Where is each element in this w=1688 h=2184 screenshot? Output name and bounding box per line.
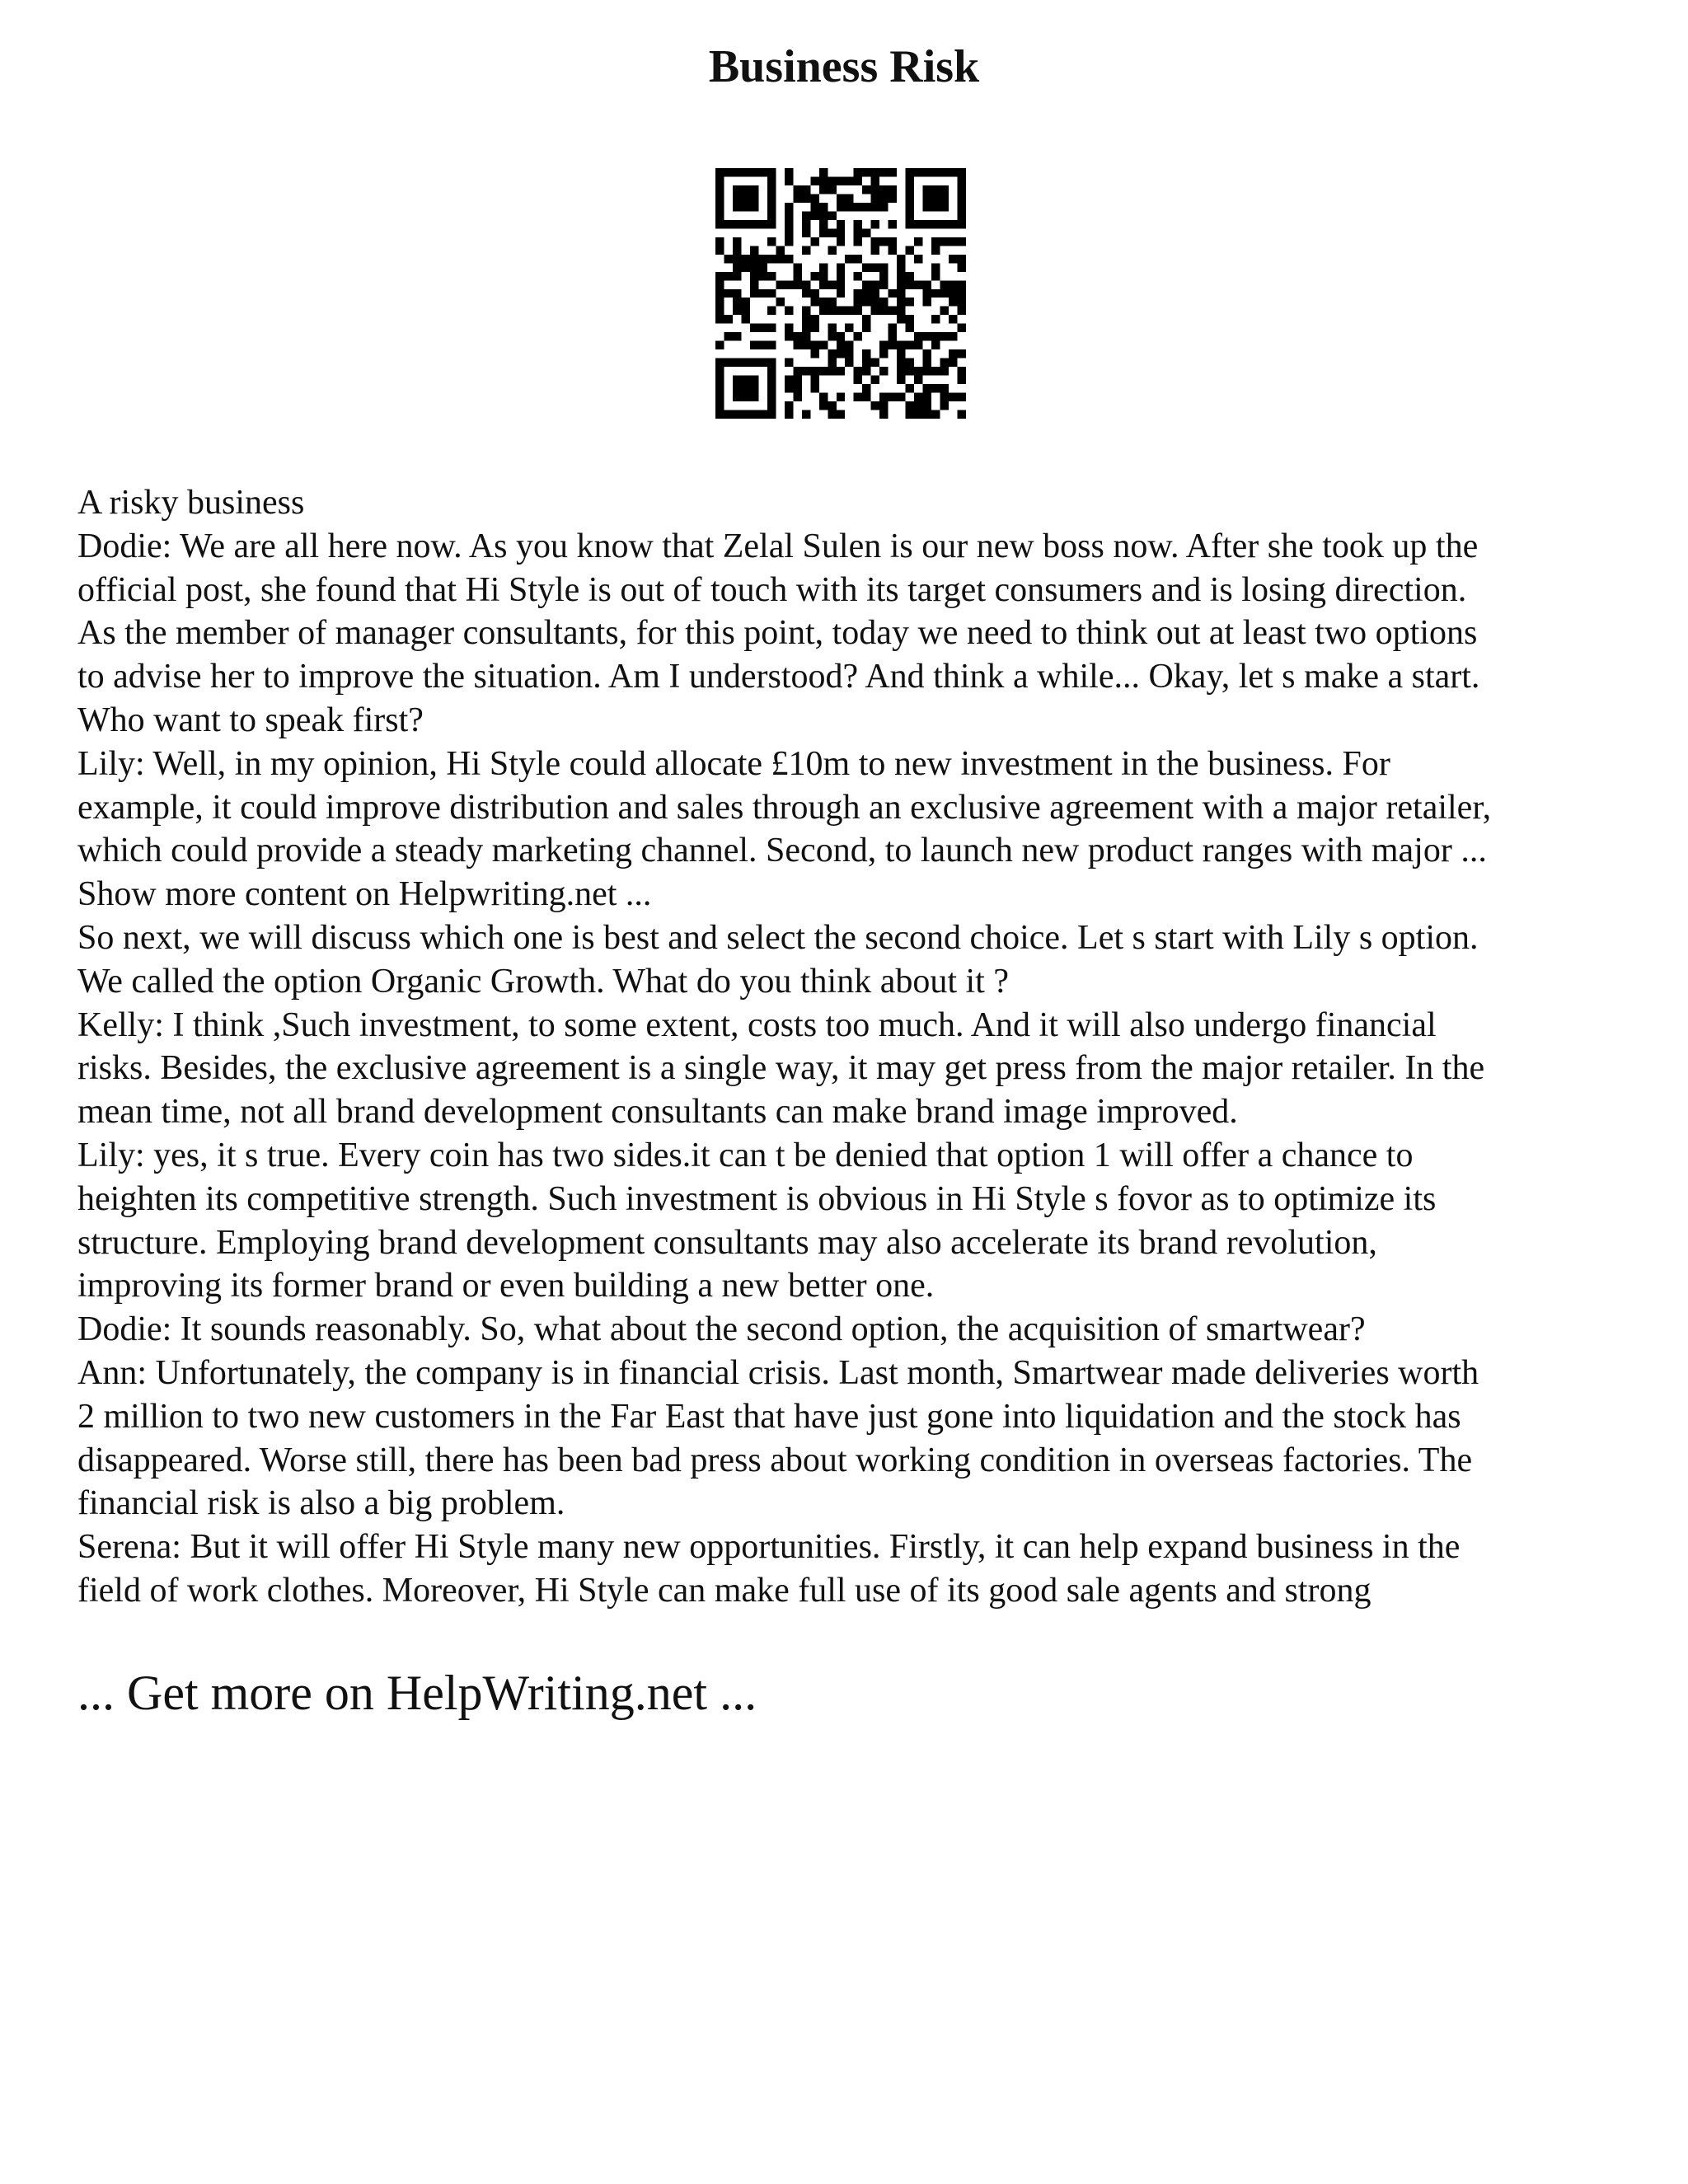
body-line: Dodie: It sounds reasonably. So, what about the second option, the acquisition of smartwear? <box>77 1310 1366 1349</box>
body-line: financial risk is also a big problem. <box>77 1484 565 1523</box>
body-line: official post, she found that Hi Style is out of touch with its target consumers and is losing direction. <box>77 570 1467 609</box>
body-line: Serena: But it will offer Hi Style many new opportunities. Firstly, it can help expand business in the <box>77 1528 1461 1567</box>
body-line: mean time, not all brand development consultants can make brand image improved. <box>77 1093 1238 1132</box>
body-line: field of work clothes. Moreover, Hi Style can make full use of its good sale agents and strong <box>77 1571 1372 1610</box>
body-line: So next, we will discuss which one is best and select the second choice. Let s start with Lily s option. <box>77 918 1479 957</box>
body-line: structure. Employing brand development consultants may also accelerate its brand revolution, <box>77 1223 1377 1262</box>
page-title: Business Risk <box>708 41 980 92</box>
body-line: Lily: Well, in my opinion, Hi Style could allocate £10m to new investment in the business. For <box>77 744 1390 783</box>
body-line: Kelly: I think ,Such investment, to some extent, costs too much. And it will also undergo financial <box>77 1005 1437 1044</box>
show-more-link[interactable]: Show more content on Helpwriting.net ... <box>77 875 652 914</box>
body-line: disappeared. Worse still, there has been bad press about working condition in overseas factories. The <box>77 1441 1473 1479</box>
body-line: improving its former brand or even building a new better one. <box>77 1267 935 1305</box>
body-line: Who want to speak first? <box>77 701 424 739</box>
body-line: Ann: Unfortunately, the company is in financial crisis. Last month, Smartwear made deliveries worth <box>77 1353 1479 1392</box>
body-line: to advise her to improve the situation. Am I understood? And think a while... Okay, let s make a start. <box>77 658 1480 696</box>
body-line: 2 million to two new customers in the Far East that have just gone into liquidation and the stock has <box>77 1397 1461 1436</box>
body-line: example, it could improve distribution and sales through an exclusive agreement with a major retailer, <box>77 788 1492 827</box>
body-line: Lily: yes, it s true. Every coin has two sides.it can t be denied that option 1 will offer a chance to <box>77 1136 1414 1174</box>
body-line: risks. Besides, the exclusive agreement is a single way, it may get press from the major retailer. In the <box>77 1049 1485 1088</box>
document-body <box>77 481 1619 1613</box>
get-more-link[interactable]: ... Get more on HelpWriting.net ... <box>77 1666 757 1720</box>
qr-code-icon <box>715 168 966 419</box>
body-line: which could provide a steady marketing channel. Second, to launch new product ranges with major ... <box>77 832 1487 870</box>
body-line: As the member of manager consultants, for this point, today we need to think out at least two options <box>77 614 1478 653</box>
body-line: We called the option Organic Growth. What do you think about it ? <box>77 962 1009 1001</box>
body-line: A risky business <box>77 484 305 522</box>
body-line: heighten its competitive strength. Such investment is obvious in Hi Style s fovor as to optimize its <box>77 1179 1437 1218</box>
body-line: Dodie: We are all here now. As you know that Zelal Sulen is our new boss now. After she took up the <box>77 527 1479 565</box>
